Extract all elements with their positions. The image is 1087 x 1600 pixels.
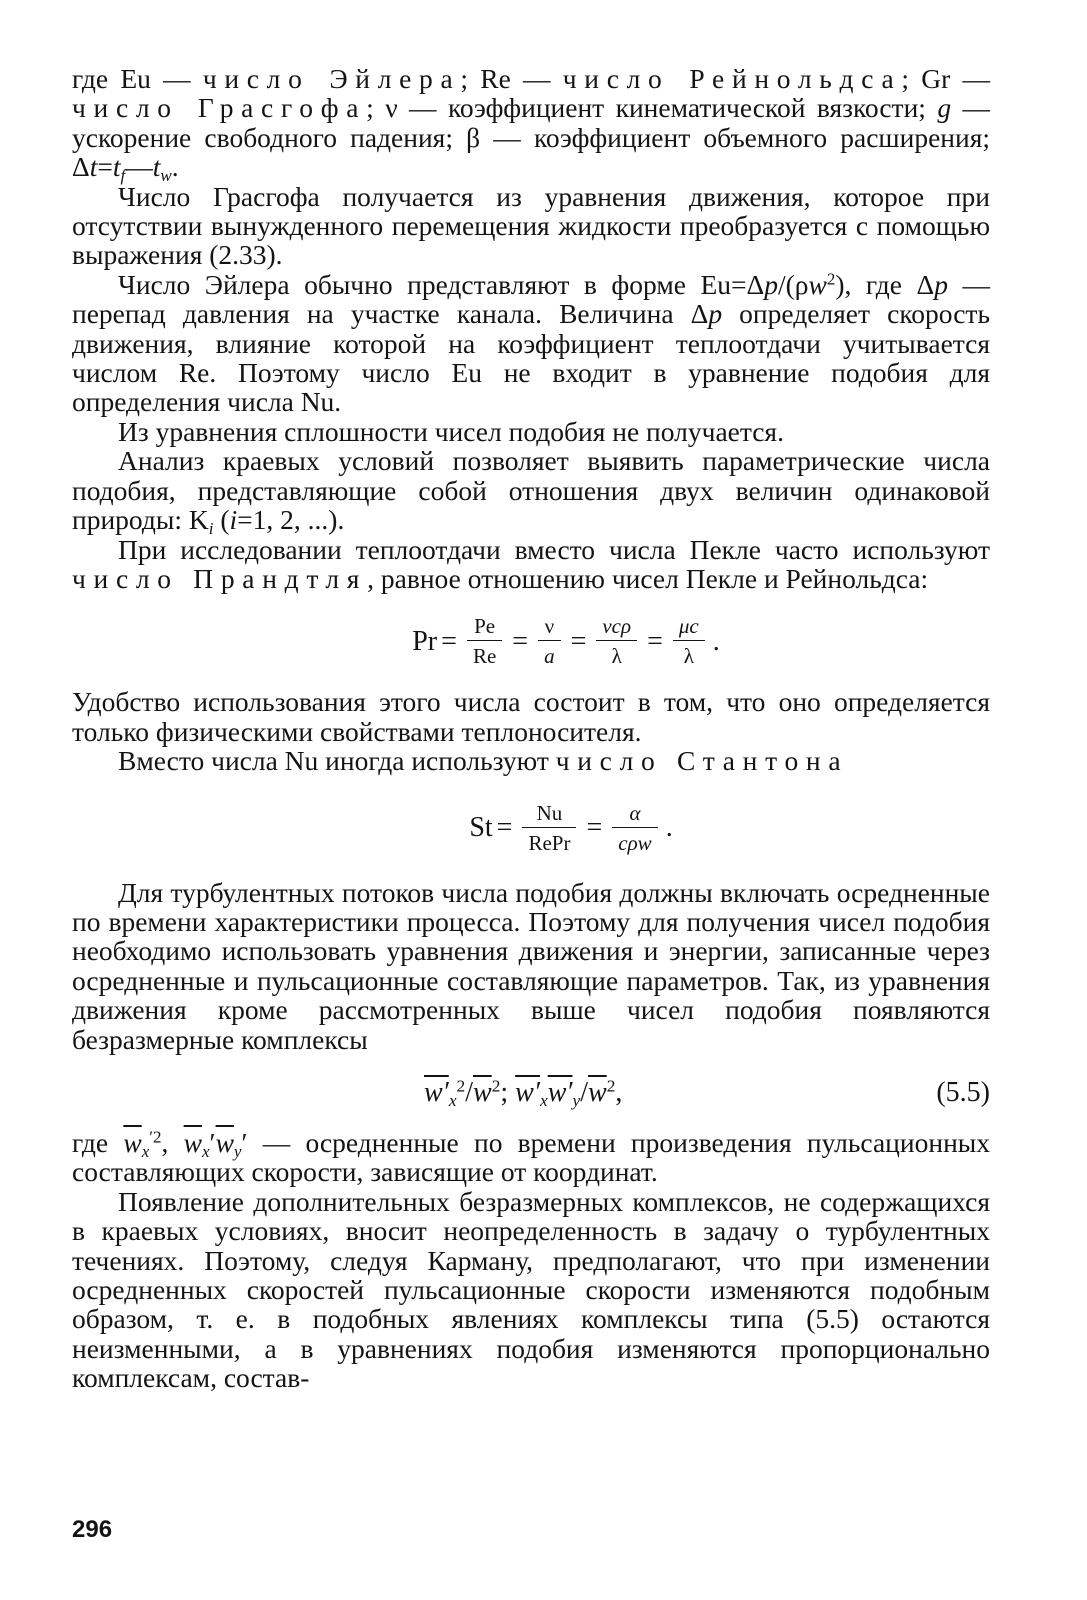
term-prandtl-number: число Прандтля xyxy=(72,562,368,594)
fraction-nu-a: $\frac{\nu}{a}$ xyxy=(538,614,561,668)
paragraph-pulsation: где $\overline{w}_x^{'2}$, $\overline{w}_x'\overline{w}_y'$ — осредненные по времени произведения пульсационных составляющих скорости, зависящие от координат. xyxy=(72,1126,991,1188)
term-reynolds-number: число Рейнольдса xyxy=(562,63,902,94)
term-stanton-number: число Стантона xyxy=(555,745,849,777)
formula-stanton: St = $\frac{Nu}{\text{RePr}}$ = $\frac{\alpha}{\text{cρw}}$ . xyxy=(469,800,673,855)
term-euler-number: число Эйлера xyxy=(202,63,461,94)
paragraph-euler: Число Эйлера обычно представляют в форме $Eu=\Delta p/(\rho w^2)$, где Δp — перепад давления на участке канала. Величина Δp определяет скорость движения, влияние которой на коэффициент теплоотдачи учитывается числом Re. Поэтому число Eu не входит в уравнение подобия для определения числа Nu. xyxy=(72,268,991,418)
formula-5-5 xyxy=(72,1062,990,1126)
page-text xyxy=(72,64,990,1393)
fraction-alpha-crhow: $\frac{\alpha}{\text{cρw}}$ xyxy=(612,801,657,855)
formula-5-5-expression: $w'_x^2/\overline{w}^2$; $w'_xw'_y/\overline{w}^2$, xyxy=(424,1076,623,1111)
equation-number: (5.5) xyxy=(936,1076,990,1108)
paragraph-boundary-conditions: Анализ краевых условий позволяет выявить параметрические числа подобия, представляющие собой отношения двух величин одинаковой природы: $K_i$ (i=1, 2, ...). xyxy=(72,445,990,539)
paragraph-prandtl: При исследовании теплоотдачи вместо числа Пекле часто используют число Прандтля, равное отношению чисел Пекле и Рейнольдса: xyxy=(72,533,990,594)
fraction-nu-repr: $\frac{Nu}{\text{RePr}}$ xyxy=(522,801,576,855)
fraction-pe-re: $\frac{Pe}{Re}$ xyxy=(467,614,502,668)
fraction-muc-lambda: $\frac{\mu c}{\lambda}$ xyxy=(673,614,705,668)
page-number: 296 xyxy=(72,1516,113,1543)
paragraph-stanton: Вместо числа Nu иногда используют число Стантона xyxy=(118,745,849,777)
paragraph-karman: Появление дополнительных безразмерных комплексов, не содержащихся в краевых условиях, вносит неопределенность в задачу о турбулентных течениях. Поэтому, следуя Карману, предполагают, что при изменении осредненных скоростей пульсационные скорости изменяются подобным образом, т. е. в подобных явлениях комплексы типа (5.5) остаются неизменными, а в уравнениях подобия изменяются пропорционально комплексам, состав- xyxy=(72,1185,990,1394)
paragraph-prandtl-convenience: Удобство использования этого числа состоит в том, что оно определяется только физическими свойствами теплоносителя. xyxy=(72,686,990,747)
term-grashof-number: число Грасгофа xyxy=(72,92,367,124)
paragraph-continuity: Из уравнения сплошности чисел подобия не получается. xyxy=(118,415,784,447)
paragraph-grashof: Число Грасгофа получается из уравнения движения, которое при отсутствии вынужденного перемещения жидкости преобразуется с помощью выражения (2.33). xyxy=(72,180,990,271)
fraction-nucrho-lambda: $\frac{\text{νcρ}}{\lambda}$ xyxy=(596,614,637,668)
formula-prandtl: Pr = $\frac{Pe}{Re}$ = $\frac{\nu}{a}$ = $\frac{\text{νcρ}}{\lambda}$ = $\frac{\mu c}{\lambda}$ . xyxy=(412,614,720,669)
paragraph-turbulent: Для турбулентных потоков числа подобия должны включать осредненные по времени характеристики процесса. Поэтому для получения чисел подобия необходимо использовать уравнения движения и энергии, записанные через осредненные и пульсационные составляющие параметров. Так, из уравнения движения кроме рассмотренных выше чисел подобия появляются безразмерные комплексы xyxy=(72,876,990,1055)
paragraph-definitions: где Eu — число Эйлера; Re — число Рейнольдса; Gr — число Грасгофа; ν — коэффициент кинематической вязкости; g — ускорение свободного падения; β — коэффициент объемного расширения; $\Delta t=t_f—t_w$. xyxy=(72,63,991,186)
